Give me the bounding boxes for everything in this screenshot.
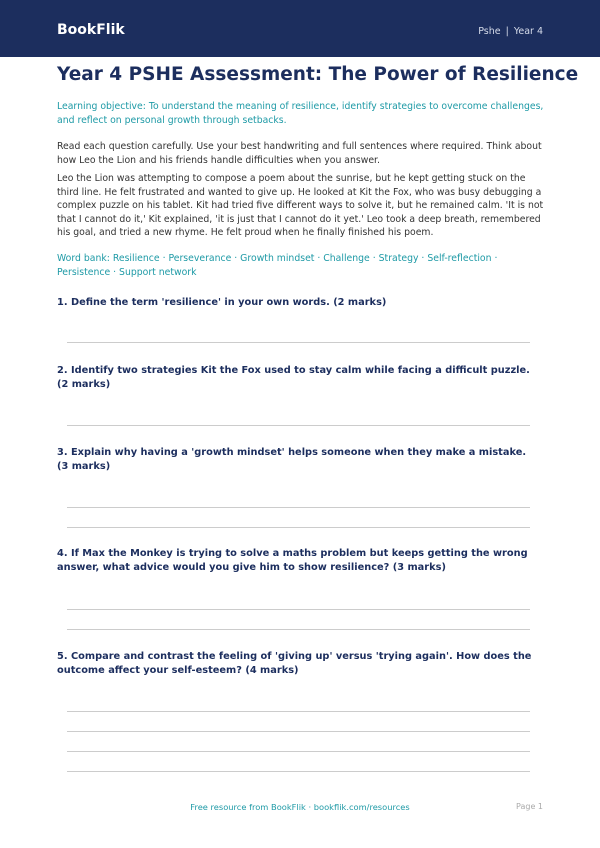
answer-line[interactable] — [67, 527, 530, 528]
answer-line[interactable] — [67, 507, 530, 508]
brand-logo: BookFlik — [57, 22, 125, 38]
page-header — [0, 0, 600, 57]
page-title: Year 4 PSHE Assessment: The Power of Resilience — [57, 64, 579, 85]
page-number: Page 1 — [516, 802, 543, 811]
instructions: Read each question carefully. Use your best handwriting and full sentences where required. Think about how Leo the Lion and his friends handle difficulties when you answer. — [57, 141, 542, 166]
year-label: Year 4 — [513, 26, 543, 37]
word-bank: Word bank: Resilience · Perseverance · Growth mindset · Challenge · Strategy · Self-reflection · Persistence · Support network — [57, 253, 498, 278]
question-4: 4. If Max the Monkey is trying to solve a maths problem but keeps getting the wrong answer, what advice would you give him to show resilience? (3 marks) — [57, 548, 528, 573]
answer-line[interactable] — [67, 425, 530, 426]
answer-line[interactable] — [67, 731, 530, 732]
header-separator: | — [505, 26, 509, 37]
answer-line[interactable] — [67, 711, 530, 712]
subject-label: Pshe — [478, 26, 501, 37]
story-passage: Leo the Lion was attempting to compose a poem about the sunrise, but he kept getting stuck on the third line. He felt frustrated and wanted to give up. He looked at Kit the Fox, who was busy debugging a complex puzzle on his tablet. Kit had tried five different ways to solve it, but he remained calm. 'It is not that I cannot do it,' Kit explained, 'it is just that I cannot do it yet.' Leo took a deep breath, remembered his goal, and tried a new rhyme. He felt proud when he finally finished his poem. — [57, 173, 544, 238]
question-1: 1. Define the term 'resilience' in your own words. (2 marks) — [57, 297, 387, 308]
answer-line[interactable] — [67, 751, 530, 752]
header-meta — [478, 26, 543, 37]
answer-line[interactable] — [67, 629, 530, 630]
answer-line[interactable] — [67, 342, 530, 343]
learning-objective: Learning objective: To understand the meaning of resilience, identify strategies to overcome challenges, and reflect on personal growth through setbacks. — [57, 101, 544, 126]
question-3: 3. Explain why having a 'growth mindset' helps someone when they make a mistake. (3 marks) — [57, 447, 527, 472]
answer-line[interactable] — [67, 609, 530, 610]
question-5: 5. Compare and contrast the feeling of 'giving up' versus 'trying again'. How does the outcome affect your self-esteem? (4 marks) — [57, 651, 532, 676]
footer-credit: Free resource from BookFlik · bookflik.com/resources — [190, 802, 410, 812]
question-2: 2. Identify two strategies Kit the Fox used to stay calm while facing a difficult puzzle. (2 marks) — [57, 365, 530, 390]
answer-line[interactable] — [67, 771, 530, 772]
